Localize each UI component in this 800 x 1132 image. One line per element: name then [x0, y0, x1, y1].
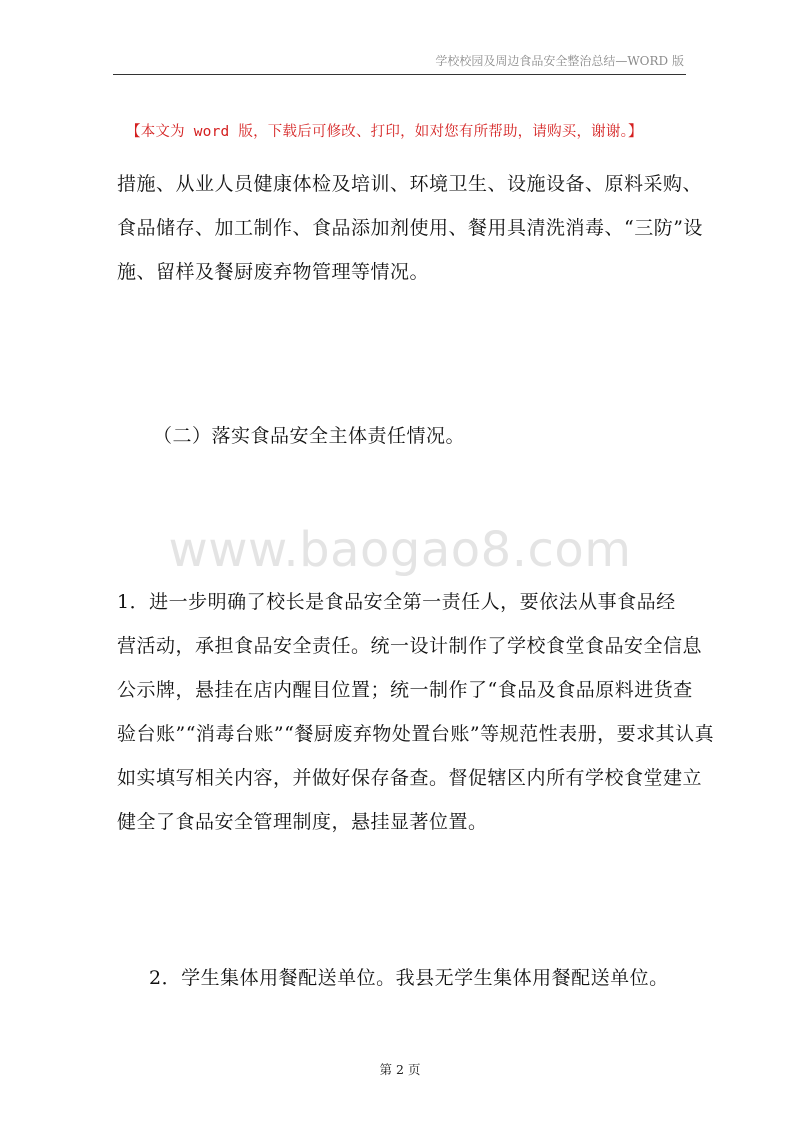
paragraph-line: 施、留样及餐厨废弃物管理等情况。 — [117, 261, 430, 283]
paragraph-line: 措施、从业人员健康体检及培训、环境卫生、设施设备、原料采购、 — [117, 173, 703, 195]
body-paragraph-3: 2．学生集体用餐配送单位。我县无学生集体用餐配送单位。 — [149, 967, 669, 989]
download-notice: 【本文为 word 版，下载后可修改、打印，如对您有所帮助，请购买，谢谢。】 — [126, 124, 643, 140]
page-number: 第 2 页 — [379, 1062, 421, 1077]
section-heading: （二）落实食品安全主体责任情况。 — [153, 425, 466, 447]
paragraph-line: 验台账”“消毒台账”“餐厨废弃物处置台账”等规范性表册，要求其认真 — [117, 723, 715, 745]
page-header-title: 学校校园及周边食品安全整治总结—WORD 版 — [435, 54, 684, 68]
paragraph-line: 健全了食品安全管理制度，悬挂显著位置。 — [117, 811, 488, 833]
body-paragraph-2 — [117, 580, 715, 844]
header-divider — [113, 74, 686, 75]
paragraph-line: 公示牌，悬挂在店内醒目位置；统一制作了“食品及食品原料进货查 — [117, 679, 693, 701]
paragraph-line: 营活动，承担食品安全责任。统一设计制作了学校食堂食品安全信息 — [117, 635, 703, 657]
body-paragraph-1 — [117, 162, 703, 294]
paragraph-line: 如实填写相关内容，并做好保存备查。督促辖区内所有学校食堂建立 — [117, 767, 703, 789]
paragraph-line: 食品储存、加工制作、食品添加剂使用、餐用具清洗消毒、“三防”设 — [117, 217, 703, 239]
paragraph-line: 1．进一步明确了校长是食品安全第一责任人，要依法从事食品经 — [117, 591, 676, 613]
watermark-text: www.baogao8.com — [168, 522, 632, 578]
